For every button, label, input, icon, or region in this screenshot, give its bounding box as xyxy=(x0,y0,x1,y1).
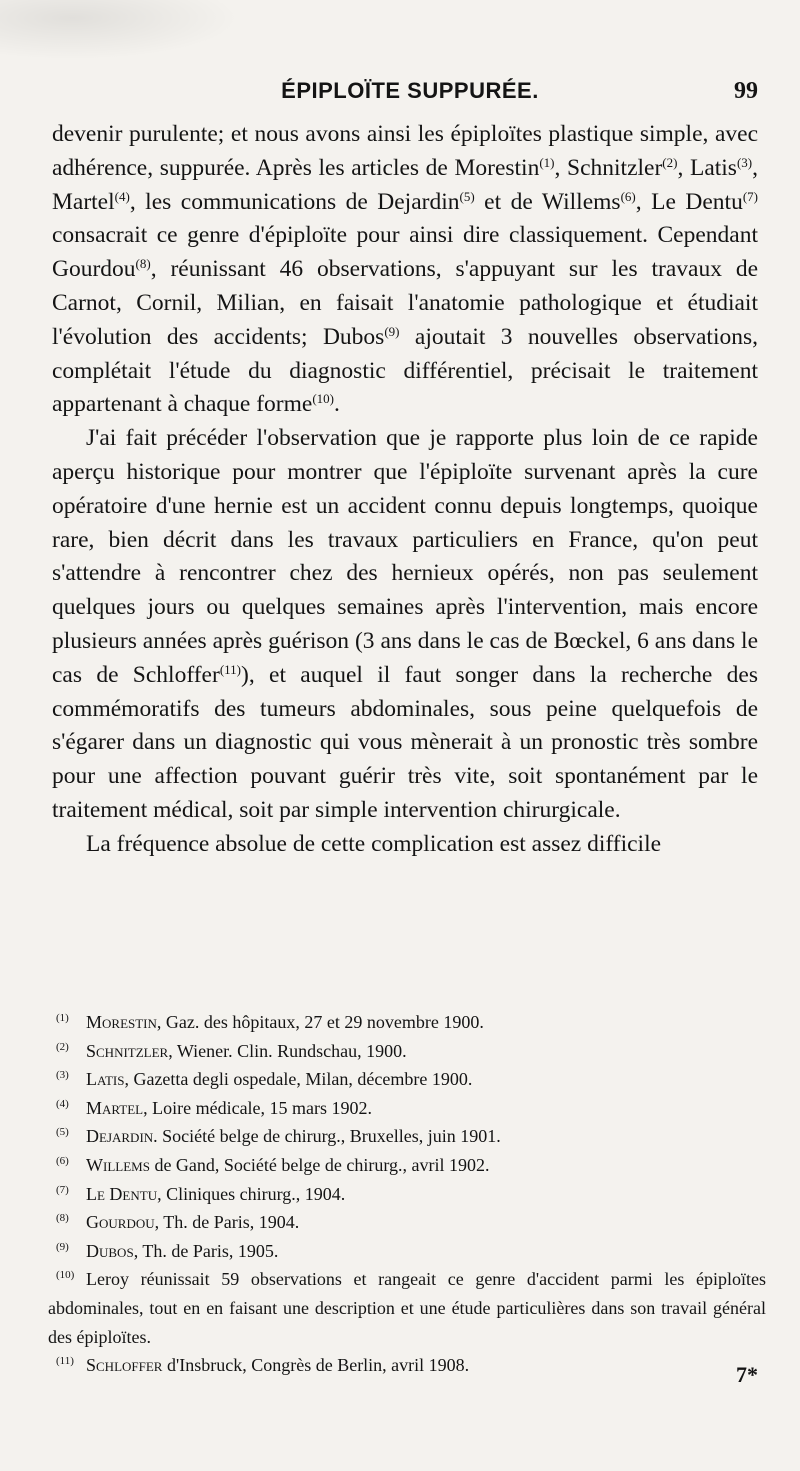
paragraph-1 xyxy=(52,118,758,422)
footnote-item: (2) Schnitzler, Wiener. Clin. Rundschau, 1900. xyxy=(56,1040,407,1061)
footnote-citation: d'Insbruck, Congrès de Berlin, avril 1908. xyxy=(162,1355,470,1376)
paragraph-3: La fréquence absolue de cette complication est assez difficile xyxy=(86,830,662,857)
text-run: ), et auquel il faut songer dans la recherche des commémoratifs des tumeurs abdominales, sous peine quelquefois de s'égarer dans un diagnostic qui vous mènerait à un pronostic très sombre pour une affection pouvant guérir très vite, soit spontanément par le traitement médical, soit par simple intervention chirurgicale. xyxy=(52,661,758,823)
footnote-citation: . Société belge de chirurg., Bruxelles, juin 1901. xyxy=(153,1126,501,1147)
text-run: J'ai fait précéder l'observation que je rapporte plus loin de ce rapide aperçu historique pour montrer que l'épiploïte survenant après la cure opératoire d'une hernie est un accident connu depuis longtemps, quoique rare, bien décrit dans les travaux particuliers en France, qu'on peut s'attendre à rencontrer chez des hernieux opérés, non pas seulement quelques jours ou quelques semaines après l'intervention, mais encore plusieurs années après guérison (3 ans dans le cas de Bœckel, 6 ans dans le cas de Schloffer xyxy=(52,425,758,688)
footnote-citation: , Th. de Paris, 1905. xyxy=(133,1240,279,1261)
footnote-item: (9) Dubos, Th. de Paris, 1905. xyxy=(56,1240,279,1261)
footnote-author: Le Dentu xyxy=(86,1183,158,1204)
footnote-citation: , Cliniques chirurg., 1904. xyxy=(157,1183,346,1204)
footnote-author: Gourdou xyxy=(86,1212,155,1233)
footnote-ref: (7) xyxy=(742,188,758,204)
text-run: , Le Dentu xyxy=(635,188,743,215)
text-run: , les communications de Dejardin xyxy=(129,188,460,215)
footnote-citation: , Wiener. Clin. Rundschau, 1900. xyxy=(168,1040,407,1061)
footnote-ref: (9) xyxy=(384,323,400,339)
footnote-citation: Leroy réunissait 59 observations et rangeait ce genre d'accident parmi les épiploïtes abdominales, tout en en faisant une description et une étude particulières dans son travail général des épiploïtes. xyxy=(48,1269,766,1347)
footnote-author: Willems xyxy=(86,1154,150,1175)
footnote-item: (1) Morestin, Gaz. des hôpitaux, 27 et 29 novembre 1900. xyxy=(56,1012,484,1032)
page-header xyxy=(60,78,760,112)
text-run: , Latis xyxy=(677,154,737,181)
text-run: ajoutait 3 nouvelles observations, complétait l'étude du diagnostic différentiel, précisait le traitement appartenant à chaque forme xyxy=(52,323,759,418)
text-run: , réunissant 46 observations, s'appuyant sur les travaux de Carnot, Cornil, Milian, en faisait l'anatomie pathologique et étudiait l'évolution des accidents; Dubos xyxy=(52,256,758,350)
footnote-ref: (6) xyxy=(620,188,636,204)
footnote-author: Morestin xyxy=(86,1012,157,1032)
page-number: 99 xyxy=(734,78,758,104)
footnote-citation: , Loire médicale, 15 mars 1902. xyxy=(143,1097,373,1118)
footnote-citation: , Gaz. des hôpitaux, 27 et 29 novembre 1900. xyxy=(156,1012,484,1032)
footnote-item: (5) Dejardin. Société belge de chirurg., Bruxelles, juin 1901. xyxy=(56,1126,501,1147)
footnote-author: Martel xyxy=(86,1097,144,1118)
footnote-ref: (3) xyxy=(736,154,753,170)
footnote-ref: (1) xyxy=(539,154,555,170)
footnote-citation: , Gazetta degli ospedale, Milan, décembre 1900. xyxy=(124,1069,473,1090)
footnote-author: Latis xyxy=(86,1069,125,1090)
footnote-ref: (5) xyxy=(459,188,475,204)
footnote-item: (11) Schloffer d'Insbruck, Congrès de Berlin, avril 1908. xyxy=(56,1355,470,1376)
text-run: devenir purulente; et nous avons ainsi les épiploïtes plastique simple, avec adhérence, suppurée. Après les articles de Morestin xyxy=(52,121,758,181)
footnote-ref: (10) xyxy=(312,391,334,407)
footnote-item: (10) Leroy réunissait 59 observations et rangeait ce genre d'accident parmi les épiploïtes abdominales, tout en en faisant une description et une étude particulières dans son travail général des épiploïtes. xyxy=(48,1269,766,1347)
footnotes xyxy=(48,1008,766,1380)
footnote-item: (8) Gourdou, Th. de Paris, 1904. xyxy=(56,1212,300,1233)
footnote-ref: (8) xyxy=(135,256,151,272)
footnote-ref: (2) xyxy=(662,154,678,170)
text-run: et de Willems xyxy=(474,188,621,215)
footnote-item: (7) Le Dentu, Cliniques chirurg., 1904. xyxy=(56,1183,346,1204)
running-title: ÉPIPLOÏTE SUPPURÉE. xyxy=(281,78,539,103)
footnote-author: Dejardin xyxy=(86,1126,154,1147)
footnote-ref: (4) xyxy=(114,188,130,204)
footnote-item: (4) Martel, Loire médicale, 15 mars 1902. xyxy=(56,1097,373,1118)
printer-signature-mark: 7* xyxy=(736,1362,758,1387)
main-text xyxy=(52,118,758,862)
text-run: , Martel xyxy=(52,154,758,215)
footnote-author: Dubos xyxy=(86,1240,134,1261)
footnote-ref: (11) xyxy=(219,661,242,677)
footnote-item: (6) Willems de Gand, Société belge de chirurg., avril 1902. xyxy=(56,1154,490,1175)
footnote-author: Schnitzler xyxy=(86,1040,169,1061)
text-run: . xyxy=(334,391,340,418)
footnote-item: (3) Latis, Gazetta degli ospedale, Milan, décembre 1900. xyxy=(56,1069,473,1090)
text-run: , Schnitzler xyxy=(554,154,663,181)
footnote-citation: de Gand, Société belge de chirurg., avril 1902. xyxy=(149,1154,490,1175)
footnote-citation: , Th. de Paris, 1904. xyxy=(154,1212,300,1233)
page-stain xyxy=(0,0,240,60)
text-run: consacrait ce genre d'épiploïte pour ainsi dire classiquement. Cependant Gourdou xyxy=(52,222,758,283)
paragraph-2 xyxy=(52,422,758,828)
footnote-author: Schloffer xyxy=(86,1355,163,1376)
